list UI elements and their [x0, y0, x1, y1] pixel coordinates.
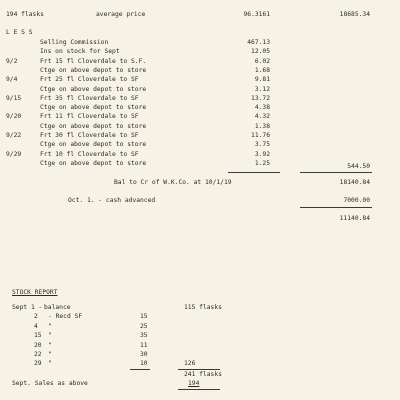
deduction-desc: Ins on stock for Sept: [40, 48, 120, 56]
final-balance-row: [0, 214, 400, 224]
deduction-date: 9/4: [6, 76, 18, 84]
stock-sales-qty: 194: [188, 380, 200, 387]
stock-qty: 15: [140, 313, 148, 321]
stock-total: 115 flasks: [184, 304, 222, 311]
less-heading-row: [0, 28, 400, 38]
deduction-amount: 1.25: [254, 159, 270, 167]
deduction-amount: 4.38: [254, 104, 270, 112]
stock-qty: 10: [140, 360, 148, 368]
balance-label: Bal to Cr of W.K.Co. at 10/1/19: [114, 179, 232, 186]
stock-report-title: STOCK REPORT: [12, 289, 58, 296]
deductions-total-rule: [300, 172, 372, 173]
advance-row: [0, 196, 400, 206]
deduction-desc: Ctge on above depot to store: [40, 66, 147, 74]
deduction-amount: 3.12: [254, 85, 270, 93]
deduction-desc: Frt 30 fl Cloverdale to SF: [40, 132, 139, 139]
stock-label: ": [48, 360, 52, 368]
deduction-date: 9/15: [6, 94, 22, 102]
deduction-desc: Ctge on above depot to store: [40, 85, 147, 93]
deductions-total: 544.50: [347, 163, 370, 170]
deduction-amount: 13.72: [251, 94, 270, 102]
less-heading: L E S S: [6, 29, 33, 36]
header-label: average price: [96, 11, 146, 18]
stock-sum: 241 flasks: [184, 371, 222, 378]
header-qty: 194 flasks: [6, 11, 44, 18]
advance-label: Oct. 1. - cash advanced: [68, 197, 156, 204]
stock-date: 4: [34, 322, 38, 330]
deduction-date: 9/22: [6, 132, 22, 139]
stock-label: - Recd SF: [48, 313, 83, 321]
stock-date: 15: [34, 332, 42, 340]
stock-date: 29: [34, 360, 42, 368]
balance-row: [0, 178, 400, 188]
header-row: [0, 10, 400, 20]
deduction-date: 9/20: [6, 113, 22, 121]
stock-total: 126: [184, 360, 196, 368]
deduction-amount: 1.38: [254, 122, 270, 130]
deduction-amount: 3.92: [254, 150, 270, 158]
deduction-amount: 1.68: [254, 66, 270, 74]
deduction-desc: Frt 15 fl Cloverdale to S.F.: [40, 57, 147, 65]
stock-sales-row: [0, 379, 400, 389]
deduction-amount: 6.02: [254, 57, 270, 65]
stock-qty: 25: [140, 322, 148, 330]
stock-qty: 30: [140, 351, 148, 358]
amount-rule: [228, 172, 280, 173]
deduction-amount: 12.05: [251, 48, 270, 56]
deduction-desc: Ctge on above depot to store: [40, 159, 147, 167]
stock-row: [0, 359, 400, 369]
header-price: 96.3161: [243, 11, 270, 18]
stock-label: ": [48, 322, 52, 330]
deduction-amount: 9.81: [254, 76, 270, 84]
balance-amount: 18140.84: [339, 179, 370, 186]
stock-date: 22: [34, 351, 42, 358]
final-balance: 11140.84: [339, 215, 370, 222]
deduction-desc: Frt 35 fl Cloverdale to SF: [40, 94, 139, 102]
advance-rule: [300, 207, 372, 208]
stock-qty: 35: [140, 332, 148, 340]
deduction-amount: 3.75: [254, 141, 270, 149]
header-total: 18685.34: [339, 11, 370, 18]
deductions-total-row: [0, 162, 400, 172]
stock-label: ": [48, 332, 52, 340]
stock-date: 20: [34, 341, 42, 349]
deduction-desc: Selling Commission: [40, 39, 109, 46]
deduction-amount: 467.13: [247, 39, 270, 46]
deduction-desc: Ctge on above depot to store: [40, 122, 147, 130]
stock-label: ": [48, 351, 52, 358]
deduction-amount: 4.32: [254, 113, 270, 121]
deduction-amount: 11.76: [251, 132, 270, 139]
advance-amount: 7000.00: [343, 197, 370, 204]
deduction-date: 9/29: [6, 150, 22, 158]
deduction-desc: Frt 25 fl Cloverdale to SF: [40, 76, 139, 84]
deduction-desc: Frt 10 fl Cloverdale to SF: [40, 150, 139, 158]
stock-total-rule-2: [178, 389, 220, 390]
stock-label: balance: [44, 304, 71, 311]
stock-sales-label: Sept. Sales as above: [12, 380, 88, 387]
stock-qty: 11: [140, 341, 148, 349]
deduction-date: 9/2: [6, 57, 18, 65]
stock-date: 2: [34, 313, 38, 321]
stock-date: Sept 1 -: [12, 304, 43, 311]
deduction-desc: Ctge on above depot to store: [40, 141, 147, 149]
stock-label: ": [48, 341, 52, 349]
stock-report-title-row: [0, 288, 400, 298]
deduction-desc: Frt 11 fl Cloverdale to SF: [40, 113, 139, 121]
deduction-desc: Ctge on above depot to store: [40, 104, 147, 112]
